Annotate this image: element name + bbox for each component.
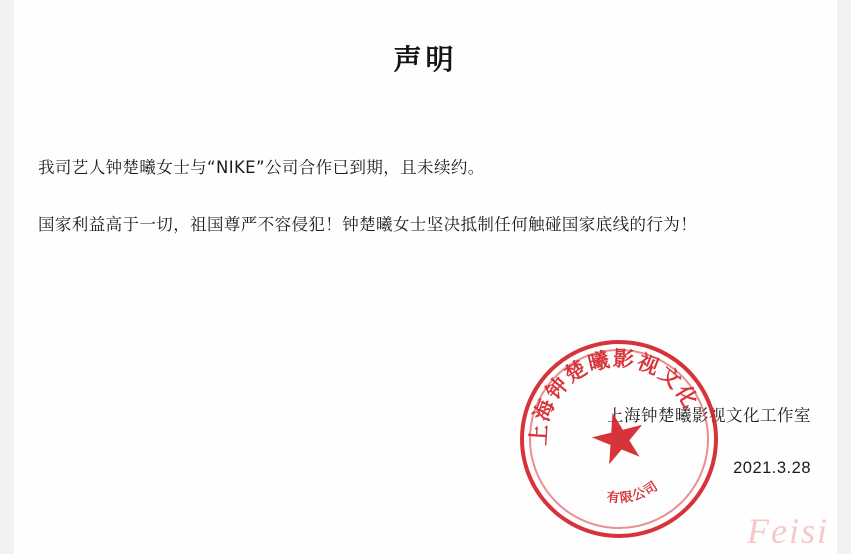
svg-text:上海钟楚曦影视文化 [508, 328, 705, 452]
page-title: 声明 [393, 43, 458, 76]
svg-text:有限公司 [602, 477, 663, 512]
statement-paragraph-2: 国家利益高于一切，祖国尊严不容侵犯！钟楚曦女士坚决抵制任何触碰国家底线的行为！ [38, 215, 698, 234]
signature-date: 2021.3.28 [733, 459, 811, 477]
seal-bottom-label: 有限公司 [606, 478, 662, 507]
signature-company-name: 上海钟楚曦影视文化工作室 [607, 406, 811, 425]
seal-arc-label: 上海钟楚曦影视文化 [526, 346, 704, 447]
official-seal-stamp [499, 319, 739, 559]
statement-paragraph-1: 我司艺人钟楚曦女士与“NIKE”公司合作已到期，且未续约。 [38, 158, 485, 177]
watermark-text: Feisi [747, 511, 829, 551]
